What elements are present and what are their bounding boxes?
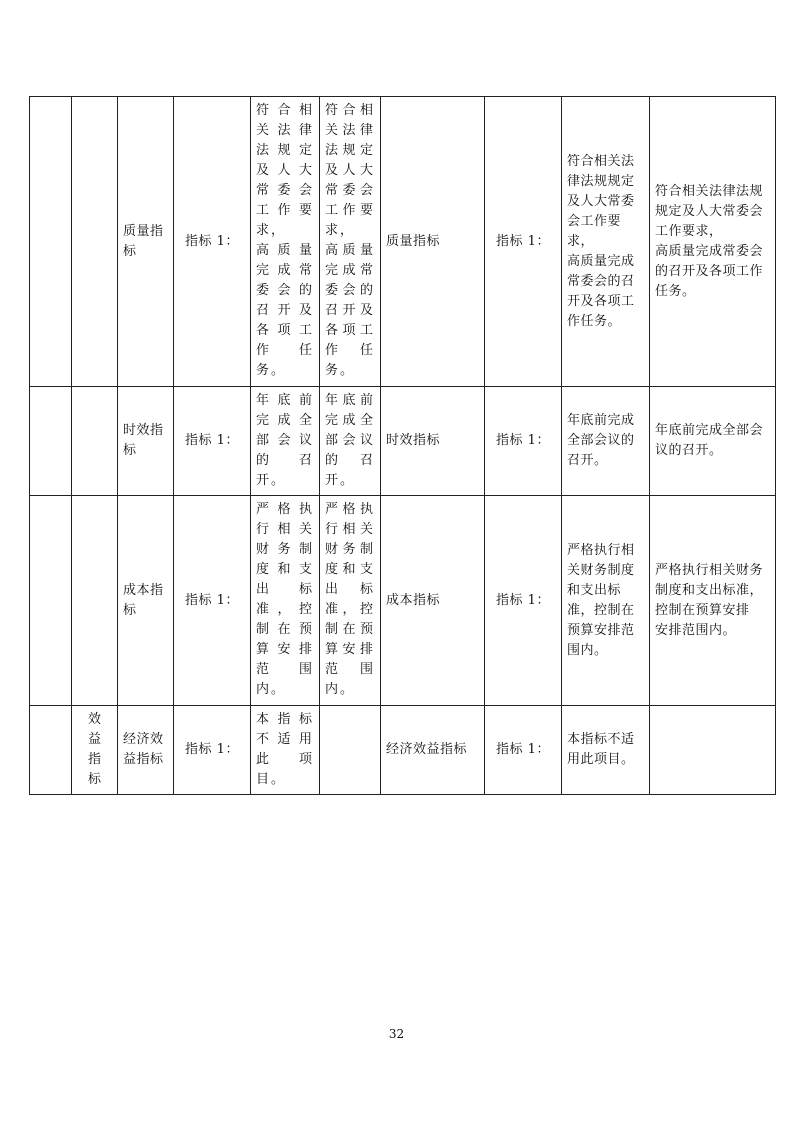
level3-cell: 经济效益指标 [118, 706, 174, 795]
indicator-item-b-cell: 指标 1： [485, 706, 562, 795]
indicator-item-cell: 指标 1： [174, 387, 251, 496]
table-row-timeliness [30, 387, 776, 496]
level1-cell [30, 387, 72, 496]
level2-cell [72, 496, 118, 706]
target-d-cell: 年底前完成全部会议的召开。 [650, 387, 776, 496]
table-row-quality [30, 97, 776, 387]
level3-cell: 成本指标 [118, 496, 174, 706]
indicator-item-cell: 指标 1： [174, 496, 251, 706]
target-c-cell: 严格执行相关财务制度和支出标准，控制在预算安排范围内。 [562, 496, 650, 706]
target-a-cell: 严格执行相关财务制度和支出标准，控制在预算安排范围内。 [251, 496, 320, 706]
target-b-cell [320, 706, 381, 795]
target-d-cell [650, 706, 776, 795]
level3-b-cell: 经济效益指标 [381, 706, 485, 795]
level1-cell [30, 496, 72, 706]
target-a-cell: 本指标不适用此项目。 [251, 706, 320, 795]
indicator-item-cell: 指标 1： [174, 97, 251, 387]
level3-cell: 时效指标 [118, 387, 174, 496]
table-row-economic-benefit [30, 706, 776, 795]
level2-cell [72, 97, 118, 387]
level1-cell [30, 97, 72, 387]
level1-cell [30, 706, 72, 795]
target-d-cell: 严格执行相关财务制度和支出标准，控制在预算安排 安排范围内。 [650, 496, 776, 706]
indicator-item-b-cell: 指标 1： [485, 97, 562, 387]
level3-cell: 质量指标 [118, 97, 174, 387]
target-b-cell: 符合相关法律法规定及人大常委会工作要求， 高质量完成常委会的召开及各项工作任务。 [320, 97, 381, 387]
target-b-cell: 严格执行相关财务制度和支出标准，控制在预算安排范围内。 [320, 496, 381, 706]
indicator-item-cell: 指标 1： [174, 706, 251, 795]
level3-b-cell: 质量指标 [381, 97, 485, 387]
indicator-item-b-cell: 指标 1： [485, 387, 562, 496]
level3-b-cell: 成本指标 [381, 496, 485, 706]
target-a-cell: 符合相关法律法规定及人大常委会工作要求， 高质量完成常委会的召开及各项工作任务。 [251, 97, 320, 387]
target-c-cell: 本指标不适用此项目。 [562, 706, 650, 795]
target-d-cell: 符合相关法律法规规定及人大常委会工作要求， 高质量完成常委会的召开及各项工作任务。 [650, 97, 776, 387]
target-c-cell: 符合相关法律法规规定及人大常委会工作要求， 高质量完成常委会的召开及各项工作任务。 [562, 97, 650, 387]
page-number: 32 [388, 1027, 405, 1041]
target-c-cell: 年底前完成全部会议的召开。 [562, 387, 650, 496]
indicator-item-b-cell: 指标 1： [485, 496, 562, 706]
performance-indicator-table [29, 96, 776, 795]
table-row-cost [30, 496, 776, 706]
level2-cell: 效益指标 [72, 706, 118, 795]
level2-cell [72, 387, 118, 496]
target-b-cell: 年底前完成全部会议的召开。 [320, 387, 381, 496]
target-a-cell: 年底前完成全部会议的召开。 [251, 387, 320, 496]
level3-b-cell: 时效指标 [381, 387, 485, 496]
